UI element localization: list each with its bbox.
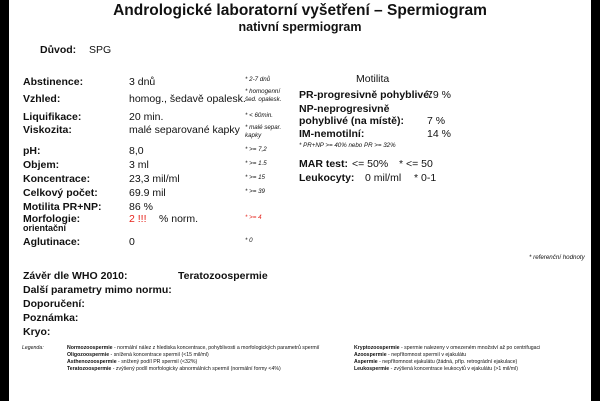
pr-value: 79 % <box>427 89 451 101</box>
conclusion-label: Závěr dle WHO 2010: <box>23 270 128 282</box>
legend-label: Legenda: <box>22 345 44 351</box>
ph-value: 8,0 <box>129 145 144 157</box>
legend-left-item <box>67 345 319 352</box>
legend-term: Kryptozoospermie <box>354 345 400 351</box>
legend-term: Aspermie <box>354 359 378 365</box>
im-label: IM-nemotilní: <box>299 128 365 140</box>
legend-desc: - snížený podíl PR spermií (<32%) <box>118 359 198 365</box>
legend-desc: - snížená koncentrace spermií (<15 mil/ml) <box>110 352 209 358</box>
morphology-label: Morfologie: <box>23 213 81 225</box>
motility-prnp-value: 86 % <box>129 201 153 213</box>
morphology-ref: * >= 4 <box>245 214 262 221</box>
legend-desc: - nepřítomnost spermií v ejakulátu <box>388 352 467 358</box>
legend-right-item <box>354 345 540 352</box>
legend-left-item <box>67 359 197 366</box>
leukocytes-value: 0 mil/ml <box>365 172 402 184</box>
concentration-value: 23,3 mil/ml <box>129 173 180 185</box>
report-subtitle: nativní spermiogram <box>238 20 362 34</box>
reason-label: Důvod: <box>40 44 77 56</box>
motility-prnp-label: Motilita PR+NP: <box>23 201 102 213</box>
legend-desc: - nepřítomnost ejakulátu (žádná, příp. retrográdní ejakulace) <box>379 359 518 365</box>
report-page <box>9 0 591 401</box>
legend-left-item <box>67 352 209 359</box>
agglutination-ref: * 0 <box>245 237 253 244</box>
legend-right-item <box>354 366 518 373</box>
ph-ref: * >= 7,2 <box>245 146 267 153</box>
reference-values-note: * referenční hodnoty <box>529 254 585 261</box>
abstinence-label: Abstinence: <box>23 76 84 88</box>
reason-value: SPG <box>89 44 112 56</box>
conclusion-value: Teratozoospermie <box>178 270 268 282</box>
report-title: Andrologické laboratorní vyšetření – Spermiogram <box>113 2 487 19</box>
mar-label: MAR test: <box>299 158 348 170</box>
note-label: Poznámka: <box>23 312 79 324</box>
viscosity-ref: * malé separ. kapky <box>245 124 282 139</box>
mar-ref: * <= 50 <box>399 158 433 170</box>
abstinence-value: 3 dnů <box>129 76 156 88</box>
cryo-label: Kryo: <box>23 326 51 338</box>
legend-desc: - zvýšená koncentrace leukocytů v ejakulátu (>1 mil/ml) <box>390 366 518 372</box>
legend-term: Teratozoospermie <box>67 366 112 372</box>
ph-label: pH: <box>23 145 41 157</box>
legend-desc: - spermie nalezeny v omezeném množství až po centrifugaci <box>401 345 541 351</box>
legend-term: Azoospermie <box>354 352 387 358</box>
concentration-label: Koncentrace: <box>23 173 91 185</box>
np-value: 7 % <box>427 115 446 127</box>
appearance-label: Vzhled: <box>23 93 61 105</box>
mar-value: <= 50% <box>352 158 389 170</box>
abstinence-ref: * 2-7 dnů <box>245 76 271 83</box>
morphology-value: 2 !!! <box>129 213 147 225</box>
volume-ref: * >= 1.5 <box>245 160 267 167</box>
viscosity-value: malé separované kapky <box>129 124 240 136</box>
np-label-line2: pohyblivé (na místě): <box>299 115 405 127</box>
morphology-unit: % norm. <box>159 213 199 225</box>
agglutination-value: 0 <box>129 236 135 248</box>
legend-term: Leukospermie <box>354 366 390 372</box>
volume-label: Objem: <box>23 159 60 171</box>
liquefaction-value: 20 min. <box>129 111 164 123</box>
legend-right-item <box>354 352 466 359</box>
legend-term: Normozoospermie <box>67 345 113 351</box>
liquefaction-label: Liquifikace: <box>23 111 82 123</box>
morphology-sublabel: orientační <box>23 223 67 233</box>
leukocytes-label: Leukocyty: <box>299 172 355 184</box>
legend-desc: - zvýšený podíl morfologicky abnormálních spermií (normální formy <4%) <box>112 366 281 372</box>
more-params-label: Další parametry mimo normu: <box>23 284 172 296</box>
legend-term: Asthenozoospermie <box>67 359 117 365</box>
appearance-value: homog., šedavě opalesk. <box>129 93 246 105</box>
total-count-ref: * >= 39 <box>245 188 265 195</box>
np-label-line1: NP-neprogresivně <box>299 103 390 115</box>
legend-desc: - normální nález z hlediska koncentrace, pohyblivosti a morfologických parametrů spermií <box>114 345 320 351</box>
viscosity-label: Viskozita: <box>23 124 72 136</box>
volume-value: 3 ml <box>129 159 149 171</box>
agglutination-label: Aglutinace: <box>23 236 81 248</box>
im-value: 14 % <box>427 128 451 140</box>
leukocytes-ref: * 0-1 <box>414 172 437 184</box>
total-count-label: Celkový počet: <box>23 187 98 199</box>
legend-left-item <box>67 366 281 373</box>
legend-term: Oligozoospermie <box>67 352 110 358</box>
total-count-value: 69.9 mil <box>129 187 166 199</box>
motility-heading: Motilita <box>356 73 390 85</box>
liquefaction-ref: * < 60min. <box>245 112 274 119</box>
concentration-ref: * >= 15 <box>245 174 265 181</box>
pr-label: PR-progresivně pohyblivé: <box>299 89 433 101</box>
appearance-ref: * homogenní šed. opalesk. <box>245 88 282 103</box>
recommendation-label: Doporučení: <box>23 298 85 310</box>
motility-note: * PR+NP >= 40% nebo PR >= 32% <box>299 142 396 149</box>
legend-right-item <box>354 359 517 366</box>
